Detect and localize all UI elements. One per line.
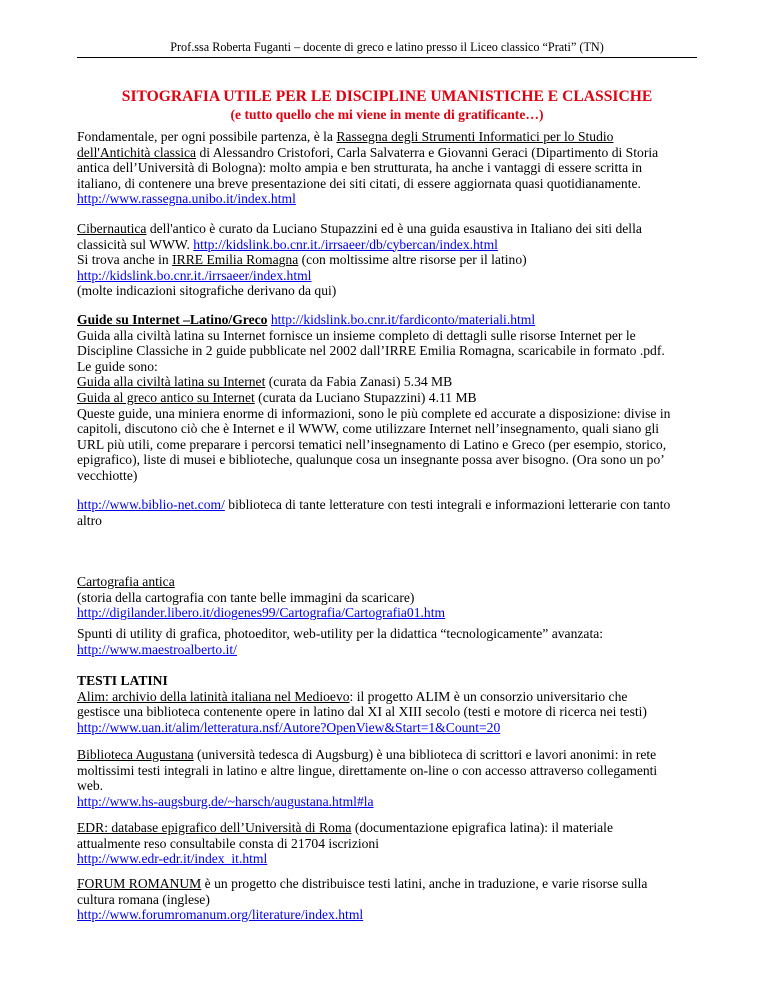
- text: (con moltissime altre risorse per il latino): [298, 252, 527, 268]
- text: (documentazione epigrafica latina): il materiale: [351, 820, 613, 835]
- forumromanum-url-link[interactable]: http://www.forumromanum.org/literature/index.html: [77, 907, 364, 923]
- irrsaeer-link[interactable]: http://kidslink.bo.cnr.it./irrsaeer/index.html: [77, 267, 312, 283]
- section-edr: [77, 820, 697, 867]
- testi-latini-heading: TESTI LATINI: [77, 673, 168, 688]
- title-main: SITOGRAFIA UTILE PER LE DISCIPLINE UMANISTICHE E CLASSICHE: [121, 88, 653, 105]
- text: di Alessandro Cristofori, Carla Salvaterra e Giovanni Geraci (Dipartimento di Storia: [196, 144, 659, 160]
- section-guide: [77, 312, 697, 484]
- alim-link[interactable]: Alim: archivio della latinità italiana nel Medioevo: [77, 688, 350, 704]
- text: dell'antico è curato da Luciano Stupazzini ed è una guida esaustiva in Italiano dei siti della: [146, 221, 642, 236]
- rassegna-title-link[interactable]: Rassegna degli Strumenti Informatici per lo Studio: [336, 129, 614, 144]
- text: (curata da Luciano Stupazzini) 4.11 MB: [254, 389, 477, 405]
- document-title: [77, 88, 697, 123]
- text: è un progetto che distribuisce testi latini, anche in traduzione, e varie risorse sulla: [201, 876, 648, 891]
- text: moltissimi testi integrali in latino e altre lingue, direttamente on-line o con accesso attraverso collegamenti: [77, 762, 658, 778]
- cartografia-link[interactable]: Cartografia antica: [77, 574, 175, 589]
- text: vecchiotte): [77, 467, 138, 483]
- text: attualmente reso consultabile consta di 21704 iscrizioni: [77, 835, 380, 851]
- maestroalberto-link[interactable]: http://www.maestroalberto.it/: [77, 641, 237, 657]
- section-rassegna: [77, 129, 697, 207]
- text: Fondamentale, per ogni possibile partenza, è la: [77, 129, 337, 144]
- text: URL più utili, come preparare i percorsi tematici nell’insegnamento di Latino e Greco (per esempio, storico,: [77, 436, 667, 452]
- augustana-link[interactable]: Biblioteca Augustana: [77, 747, 194, 762]
- text: : il progetto ALIM è un consorzio universitario che: [349, 688, 628, 704]
- text: (università tedesca di Augsburg) è una biblioteca di scrittori e lavori anonimi: in rete: [193, 747, 657, 762]
- text: italiano, di contenere una breve presentazione dei siti citati, di essere aggiornata quasi quotidianamente.: [77, 175, 641, 191]
- text: biblioteca di tante letterature con testi integrali e informazioni letterarie con tanto: [224, 497, 671, 512]
- cybercan-link[interactable]: http://kidslink.bo.cnr.it./irrsaeer/db/cybercan/index.html: [193, 236, 498, 252]
- guida-greco-link[interactable]: Guida al greco antico su Internet: [77, 389, 255, 405]
- guida-latina-link[interactable]: Guida alla civiltà latina su Internet: [77, 374, 266, 390]
- cibernautica-link[interactable]: Cibernautica: [77, 221, 147, 236]
- text: Spunti di utility di grafica, photoeditor, web-utility per la didattica “tecnologicamente” avanzata:: [77, 626, 604, 641]
- text: capitoli, discutono ciò che è Internet e il WWW, come utilizzare Internet nell’insegnamento, quali siano gli: [77, 421, 660, 437]
- diogenes-link[interactable]: http://digilander.libero.it/diogenes99/Cartografia/Cartografia01.htm: [77, 605, 446, 621]
- text: Queste guide, una miniera enorme di informazioni, sono le più complete ed accurate a disposizione: divise in: [77, 405, 671, 421]
- section-testi-latini: [77, 673, 697, 735]
- text: gestisce una biblioteca contenente opere in latino dal XI al XIII secolo (testi e motore di ricerca nei testi): [77, 704, 647, 720]
- text: antica dell’Università di Bologna): molto ampia e ben strutturata, ha anche i vantaggi di essere scritta in: [77, 160, 643, 176]
- text: (molte indicazioni sitografiche derivano da qui): [77, 283, 337, 299]
- forum-romanum-link[interactable]: FORUM ROMANUM: [77, 876, 202, 891]
- irre-link[interactable]: IRRE Emilia Romagna: [172, 252, 299, 268]
- text: Le guide sono:: [77, 358, 158, 374]
- text: altro: [77, 512, 102, 528]
- section-biblionet: [77, 497, 697, 528]
- text: cultura romana (inglese): [77, 891, 210, 907]
- text: Guida alla civiltà latina su Internet fornisce un insieme completo di dettagli sulle risorse Internet per le: [77, 327, 636, 343]
- uan-link[interactable]: http://www.uan.it/alim/letteratura.nsf/Autore?OpenView&Start=1&Count=20: [77, 719, 501, 735]
- edr-url-link[interactable]: http://www.edr-edr.it/index_it.html: [77, 851, 268, 867]
- page-header: Prof.ssa Roberta Fuganti – docente di greco e latino presso il Liceo classico “Prati” (TN): [77, 40, 697, 58]
- title-subtitle: (e tutto quello che mi viene in mente di gratificante…): [230, 107, 544, 122]
- biblionet-link[interactable]: http://www.biblio-net.com/: [77, 497, 225, 512]
- section-augustana: [77, 747, 697, 809]
- section-forum-romanum: [77, 876, 697, 923]
- rassegna-link[interactable]: http://www.rassegna.unibo.it/index.html: [77, 191, 296, 207]
- text: (storia della cartografia con tante belle immagini da scaricare): [77, 589, 415, 605]
- hs-augsburg-link[interactable]: http://www.hs-augsburg.de/~harsch/augustana.html#la: [77, 793, 374, 809]
- section-utility: [77, 626, 697, 657]
- guide-heading: Guide su Internet –Latino/Greco: [77, 312, 268, 327]
- text: web.: [77, 778, 104, 794]
- text: Discipline Classiche in 2 guide pubblicate nel 2002 dall’IRRE Emilia Romagna, scaricabile in formato .pdf.: [77, 343, 665, 359]
- section-cibernautica: [77, 221, 697, 299]
- text: classicità sul WWW.: [77, 236, 194, 252]
- materiali-link[interactable]: http://kidslink.bo.cnr.it/fardiconto/materiali.html: [270, 312, 536, 327]
- rassegna-title-link-cont[interactable]: dell'Antichità classica: [77, 144, 197, 160]
- text: (curata da Fabia Zanasi) 5.34 MB: [265, 374, 453, 390]
- text: epigrafico), liste di musei e biblioteche, qualunque cosa un insegnante possa aver bisogno. (Ora sono un po’: [77, 452, 665, 468]
- edr-link[interactable]: EDR: database epigrafico dell’Università di Roma: [77, 820, 352, 835]
- section-cartografia: [77, 574, 697, 621]
- text: Si trova anche in: [77, 252, 173, 268]
